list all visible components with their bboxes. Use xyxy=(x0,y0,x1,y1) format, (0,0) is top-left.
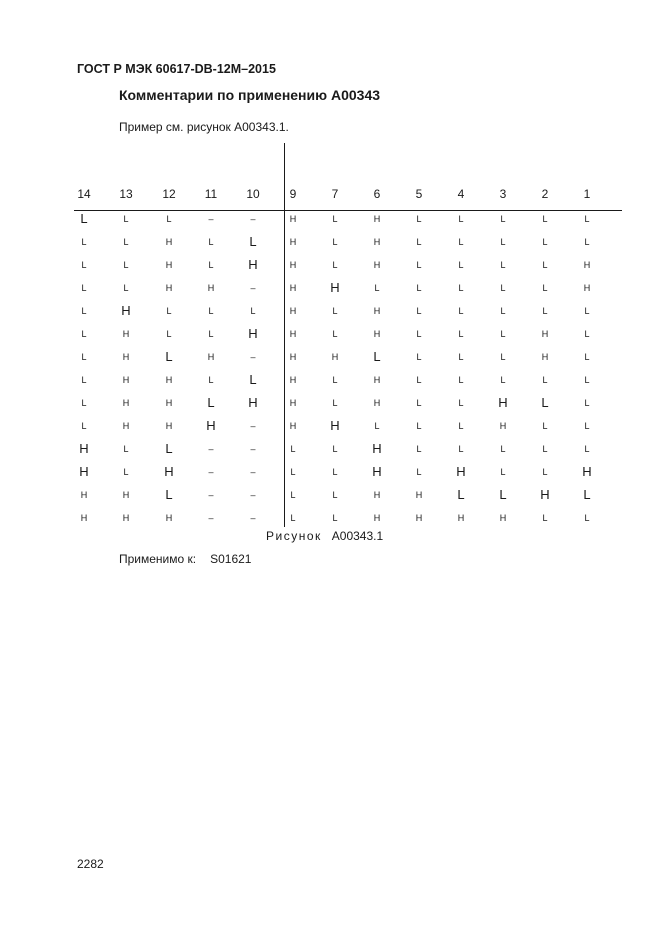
table-cell: L xyxy=(583,487,591,502)
table-cell: L xyxy=(374,421,380,431)
table-cell: L xyxy=(207,395,215,410)
table-cell: H xyxy=(206,418,216,433)
table-cell: H xyxy=(583,283,591,293)
table-cell: L xyxy=(584,375,590,385)
column-header: 9 xyxy=(289,187,297,201)
table-cell: – xyxy=(208,490,214,500)
table-cell: H xyxy=(165,283,173,293)
table-cell: L xyxy=(458,398,464,408)
table-cell: H xyxy=(122,513,130,523)
table-cell: L xyxy=(81,421,87,431)
table-cell: H xyxy=(373,306,381,316)
table-cell: L xyxy=(332,260,338,270)
table-cell: H xyxy=(373,398,381,408)
table-cell: H xyxy=(330,280,340,295)
table-cell: H xyxy=(289,352,297,362)
table-cell: L xyxy=(165,441,173,456)
table-cell: H xyxy=(330,418,340,433)
section-title: Комментарии по применению A00343 xyxy=(119,87,381,103)
column-header: 11 xyxy=(204,187,218,201)
table-cell: L xyxy=(416,306,422,316)
table-cell: L xyxy=(123,283,129,293)
table-cell: L xyxy=(332,375,338,385)
table-cell: L xyxy=(123,444,129,454)
table-cell: H xyxy=(373,329,381,339)
table-cell: L xyxy=(208,306,214,316)
table-cell: L xyxy=(584,237,590,247)
table-cell: H xyxy=(373,260,381,270)
applicable-value: S01621 xyxy=(210,552,252,566)
table-cell: – xyxy=(250,490,256,500)
table-cell: H xyxy=(121,303,131,318)
table-cell: H xyxy=(248,257,258,272)
table-cell: L xyxy=(81,306,87,316)
table-cell: L xyxy=(416,467,422,477)
table-cell: L xyxy=(123,214,129,224)
table-cell: L xyxy=(584,444,590,454)
table-cell: L xyxy=(416,375,422,385)
table-cell: H xyxy=(122,375,130,385)
table-cell: H xyxy=(373,375,381,385)
table-cell: L xyxy=(584,214,590,224)
table-cell: L xyxy=(500,467,506,477)
table-cell: H xyxy=(289,214,297,224)
table-cell: – xyxy=(250,444,256,454)
table-cell: L xyxy=(208,375,214,385)
table-cell: L xyxy=(290,513,296,523)
table-cell: H xyxy=(289,375,297,385)
table-cell: L xyxy=(542,421,548,431)
table-cell: – xyxy=(250,513,256,523)
table-cell: H xyxy=(373,490,381,500)
table-cell: H xyxy=(372,441,382,456)
table-cell: L xyxy=(373,349,381,364)
table-cell: H xyxy=(499,513,507,523)
table-cell: L xyxy=(250,306,256,316)
table-cell: H xyxy=(248,326,258,341)
table-cell: L xyxy=(249,234,257,249)
table-cell: H xyxy=(498,395,508,410)
table-cell: L xyxy=(208,260,214,270)
table-cell: H xyxy=(456,464,466,479)
column-header: 14 xyxy=(77,187,91,201)
table-cell: L xyxy=(166,214,172,224)
table-cell: L xyxy=(416,329,422,339)
table-cell: – xyxy=(250,214,256,224)
table-cell: H xyxy=(165,398,173,408)
table-cell: L xyxy=(416,421,422,431)
column-header: 7 xyxy=(331,187,339,201)
table-cell: L xyxy=(458,237,464,247)
table-cell: L xyxy=(499,487,507,502)
table-cell: L xyxy=(208,237,214,247)
table-cell: L xyxy=(290,490,296,500)
table-cell: H xyxy=(289,421,297,431)
table-cell: H xyxy=(415,513,423,523)
table-cell: H xyxy=(164,464,174,479)
table-cell: L xyxy=(542,444,548,454)
table-cell: H xyxy=(79,464,89,479)
table-cell: L xyxy=(81,283,87,293)
table-cell: H xyxy=(80,513,88,523)
table-cell: H xyxy=(499,421,507,431)
table-cell: L xyxy=(458,260,464,270)
table-cell: L xyxy=(332,490,338,500)
table-cell: L xyxy=(584,398,590,408)
table-cell: L xyxy=(123,467,129,477)
table-cell: L xyxy=(542,513,548,523)
table-cell: L xyxy=(249,372,257,387)
example-text: Пример см. рисунок A00343.1. xyxy=(119,120,289,134)
document-header: ГОСТ Р МЭК 60617-DB-12M–2015 xyxy=(77,62,276,76)
table-cell: H xyxy=(122,352,130,362)
table-cell: L xyxy=(584,352,590,362)
table-cell: L xyxy=(458,329,464,339)
table-cell: L xyxy=(458,421,464,431)
table-cell: H xyxy=(207,352,215,362)
table-cell: H xyxy=(207,283,215,293)
table-cell: L xyxy=(290,444,296,454)
table-cell: – xyxy=(250,283,256,293)
table-cell: L xyxy=(165,349,173,364)
table-cell: L xyxy=(542,467,548,477)
caption-label: Рисунок xyxy=(266,529,322,543)
column-header: 10 xyxy=(246,187,260,201)
table-cell: H xyxy=(540,487,550,502)
column-header: 1 xyxy=(583,187,591,201)
table-cell: H xyxy=(372,464,382,479)
table-cell: L xyxy=(541,395,549,410)
table-cell: L xyxy=(416,237,422,247)
table-cell: L xyxy=(332,237,338,247)
table-cell: L xyxy=(81,352,87,362)
table-cell: L xyxy=(332,306,338,316)
table-cell: H xyxy=(289,398,297,408)
table-cell: L xyxy=(458,283,464,293)
applicable-to xyxy=(119,552,251,566)
table-cell: H xyxy=(165,375,173,385)
table-cell: L xyxy=(416,283,422,293)
column-header: 3 xyxy=(499,187,507,201)
table-cell: H xyxy=(289,306,297,316)
table-cell: L xyxy=(584,306,590,316)
table-cell: – xyxy=(250,421,256,431)
table-cell: L xyxy=(458,375,464,385)
table-cell: L xyxy=(81,237,87,247)
table-cell: L xyxy=(542,237,548,247)
table-cell: L xyxy=(500,306,506,316)
table-cell: L xyxy=(500,375,506,385)
table-cell: H xyxy=(541,329,549,339)
table-cell: L xyxy=(165,487,173,502)
applicable-label: Применимо к: xyxy=(119,552,197,566)
table-cell: – xyxy=(250,467,256,477)
table-cell: L xyxy=(332,513,338,523)
table-cell: H xyxy=(165,513,173,523)
table-cell: H xyxy=(373,237,381,247)
table-cell: L xyxy=(542,306,548,316)
table-cell: L xyxy=(332,444,338,454)
table-cell: H xyxy=(415,490,423,500)
table-cell: L xyxy=(584,421,590,431)
table-cell: L xyxy=(542,260,548,270)
table-cell: H xyxy=(373,513,381,523)
table-cell: L xyxy=(290,467,296,477)
table-cell: L xyxy=(80,211,88,226)
table-cell: L xyxy=(500,444,506,454)
table-cell: H xyxy=(122,490,130,500)
page-number: 2282 xyxy=(77,857,104,871)
table-cell: – xyxy=(208,467,214,477)
table-cell: L xyxy=(458,306,464,316)
table-cell: L xyxy=(457,487,465,502)
table-cell: L xyxy=(416,444,422,454)
table-cell: H xyxy=(248,395,258,410)
table-cell: L xyxy=(416,352,422,362)
column-header: 4 xyxy=(457,187,465,201)
column-header: 12 xyxy=(162,187,176,201)
column-header: 2 xyxy=(541,187,549,201)
table-cell: L xyxy=(416,260,422,270)
table-cell: L xyxy=(332,398,338,408)
table-cell: L xyxy=(500,237,506,247)
table-cell: L xyxy=(332,467,338,477)
caption-id: A00343.1 xyxy=(331,529,384,543)
table-cell: H xyxy=(541,352,549,362)
table-cell: H xyxy=(289,329,297,339)
table-cell: H xyxy=(457,513,465,523)
table-cell: H xyxy=(289,237,297,247)
table-cell: L xyxy=(166,329,172,339)
table-cell: L xyxy=(123,237,129,247)
column-header: 5 xyxy=(415,187,423,201)
table-cell: L xyxy=(500,260,506,270)
table-cell: H xyxy=(122,398,130,408)
table-cell: H xyxy=(289,260,297,270)
header-underline xyxy=(74,210,622,211)
table-cell: L xyxy=(332,214,338,224)
table-cell: – xyxy=(208,214,214,224)
table-cell: L xyxy=(584,329,590,339)
column-header: 13 xyxy=(119,187,133,201)
table-cell: H xyxy=(331,352,339,362)
table-cell: H xyxy=(165,260,173,270)
table-cell: L xyxy=(374,283,380,293)
table-cell: L xyxy=(458,214,464,224)
table-cell: L xyxy=(81,260,87,270)
table-cell: L xyxy=(166,306,172,316)
table-cell: H xyxy=(165,237,173,247)
table-cell: H xyxy=(122,329,130,339)
table-cell: L xyxy=(584,513,590,523)
table-cell: L xyxy=(500,283,506,293)
table-cell: H xyxy=(373,214,381,224)
table-cell: L xyxy=(416,398,422,408)
table-cell: L xyxy=(81,329,87,339)
table-cell: – xyxy=(208,513,214,523)
table-cell: L xyxy=(458,444,464,454)
table-cell: H xyxy=(80,490,88,500)
table-cell: – xyxy=(208,444,214,454)
table-cell: H xyxy=(122,421,130,431)
table-cell: L xyxy=(542,283,548,293)
table-cell: L xyxy=(81,375,87,385)
table-cell: H xyxy=(165,421,173,431)
table-cell: L xyxy=(542,214,548,224)
table-cell: L xyxy=(500,329,506,339)
table-cell: H xyxy=(583,260,591,270)
table-cell: L xyxy=(500,214,506,224)
table-cell: L xyxy=(416,214,422,224)
table-cell: H xyxy=(582,464,592,479)
table-cell: L xyxy=(332,329,338,339)
table-cell: L xyxy=(123,260,129,270)
table-cell: – xyxy=(250,352,256,362)
table-cell: L xyxy=(500,352,506,362)
table-cell: L xyxy=(81,398,87,408)
column-header: 6 xyxy=(373,187,381,201)
figure-caption xyxy=(266,529,383,543)
table-cell: H xyxy=(79,441,89,456)
table-cell: L xyxy=(208,329,214,339)
table-cell: L xyxy=(542,375,548,385)
table-cell: H xyxy=(289,283,297,293)
table-cell: L xyxy=(458,352,464,362)
